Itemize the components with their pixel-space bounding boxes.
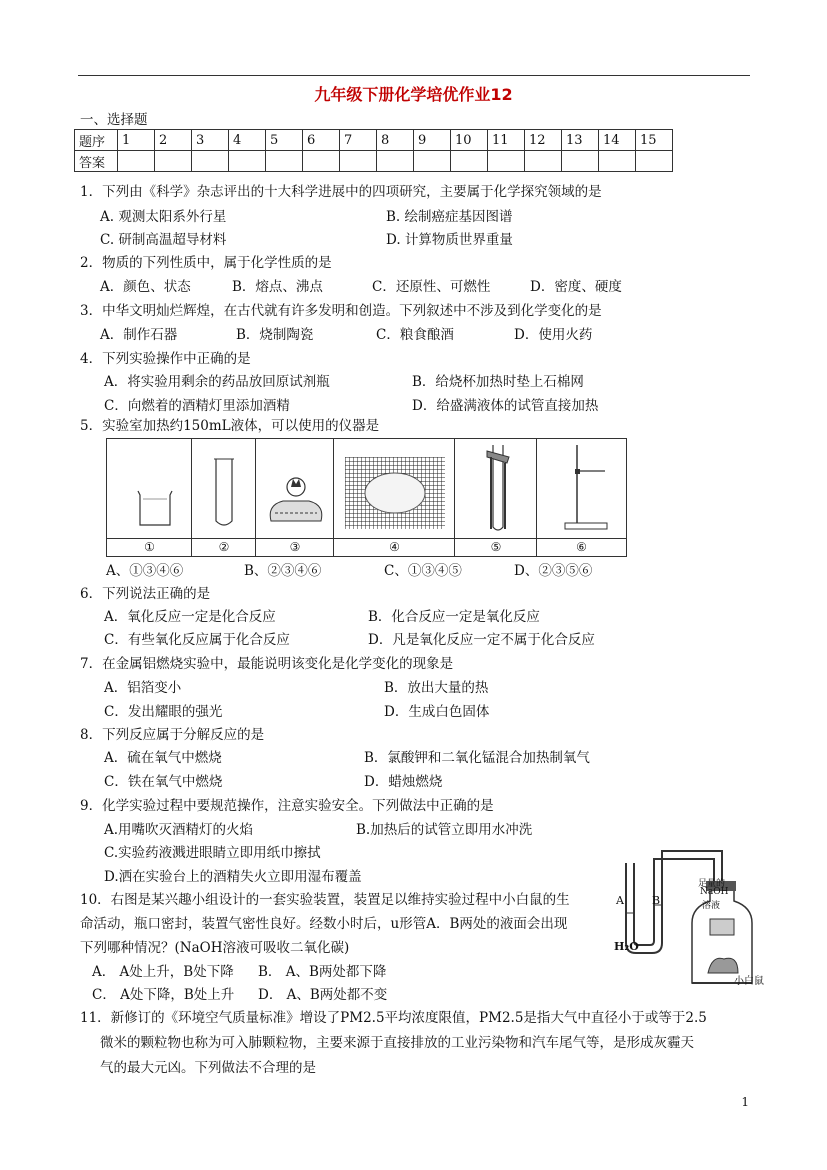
q1-option-a: A. 观测太阳系外行星: [100, 209, 227, 225]
table-cell: 6: [303, 130, 340, 151]
apparatus-figure: [106, 438, 627, 557]
question-3-stem: 3．中华文明灿烂辉煌，在古代就有许多发明和创造。下列叙述中不涉及到化学变化的是: [80, 303, 602, 319]
question-8-stem: 8．下列反应属于分解反应的是: [80, 727, 265, 743]
table-cell: 13: [562, 130, 599, 151]
table-cell: 3: [192, 130, 229, 151]
q4-option-b: B．给烧杯加热时垫上石棉网: [412, 374, 584, 390]
answer-cell[interactable]: [229, 151, 266, 172]
question-9-stem: 9．化学实验过程中要规范操作，注意实验安全。下列做法中正确的是: [80, 798, 494, 814]
page-title: 九年级下册化学培优作业12: [314, 85, 513, 104]
q9-option-a: A.用嘴吹灭酒精灯的火焰: [104, 822, 254, 838]
q9-option-d: D.洒在实验台上的酒精失火立即用湿布覆盖: [104, 869, 362, 885]
answer-cell[interactable]: [118, 151, 155, 172]
header-rule: [78, 75, 750, 76]
fig-label-a: A: [616, 894, 624, 907]
answer-cell[interactable]: [266, 151, 303, 172]
mouse-experiment-figure: [612, 843, 772, 991]
q5-option-b: B、②③④⑥: [244, 563, 322, 579]
fig-label-naoh1: 足量的: [698, 879, 726, 889]
question-11-stem-line1: 11．新修订的《环境空气质量标准》增设了PM2.5平均浓度限值，PM2.5是指大气中直径小于或等于2.5: [80, 1010, 707, 1026]
fig-label-mouse: 小白鼠: [734, 976, 764, 987]
q9-option-b: B.加热后的试管立即用水冲洗: [356, 822, 533, 838]
answer-cell[interactable]: [451, 151, 488, 172]
q6-option-d: D．凡是氧化反应一定不属于化合反应: [368, 632, 595, 648]
iron-stand-icon: [561, 443, 611, 531]
alcohol-lamp-icon: [265, 471, 327, 527]
q7-option-c: C．发出耀眼的强光: [104, 704, 223, 720]
q10-option-c: C． A处下降，B处上升: [92, 987, 235, 1003]
q2-option-c: C．还原性、可燃性: [372, 279, 491, 295]
q10-option-a: A． A处上升，B处下降: [92, 964, 234, 980]
answer-cell[interactable]: [488, 151, 525, 172]
q1-option-c: C. 研制高温超导材料: [100, 232, 227, 248]
q7-option-d: D．生成白色固体: [384, 704, 490, 720]
table-cell: 12: [525, 130, 562, 151]
q4-option-d: D．给盛满液体的试管直接加热: [412, 398, 599, 414]
q1-option-d: D. 计算物质世界重量: [386, 232, 513, 248]
answer-cell[interactable]: [155, 151, 192, 172]
q2-option-b: B．熔点、沸点: [232, 279, 323, 295]
question-10-stem-line2: 命活动，瓶口密封，装置气密性良好。经数小时后，u形管A．B两处的液面会出现: [80, 916, 568, 932]
table-header-cell: 答案: [75, 151, 118, 172]
answer-table: [74, 129, 673, 172]
table-cell: 15: [636, 130, 673, 151]
q3-option-d: D．使用火药: [514, 327, 593, 343]
answer-cell[interactable]: [525, 151, 562, 172]
table-cell: 14: [599, 130, 636, 151]
q3-option-b: B．烧制陶瓷: [236, 327, 314, 343]
fig-label-naoh2: NaOH: [700, 887, 729, 897]
fig-label-water: H₂O: [614, 940, 639, 953]
q6-option-c: C．有些氧化反应属于化合反应: [104, 632, 290, 648]
question-2-stem: 2．物质的下列性质中，属于化学性质的是: [80, 255, 332, 271]
table-row: [75, 130, 673, 151]
q1-option-b: B. 绘制癌症基因图谱: [386, 209, 513, 225]
q6-option-b: B．化合反应一定是氧化反应: [368, 609, 540, 625]
q7-option-a: A．铝箔变小: [104, 680, 182, 696]
q2-option-d: D．密度、硬度: [530, 279, 622, 295]
answer-cell[interactable]: [303, 151, 340, 172]
answer-cell[interactable]: [377, 151, 414, 172]
answer-cell[interactable]: [636, 151, 673, 172]
answer-cell[interactable]: [192, 151, 229, 172]
q3-option-c: C．粮食酿酒: [376, 327, 454, 343]
q5-option-a: A、①③④⑥: [106, 563, 184, 579]
table-header-cell: 题序: [75, 130, 118, 151]
section-heading: 一、选择题: [80, 112, 148, 128]
question-7-stem: 7．在金属铝燃烧实验中，最能说明该变化是化学变化的现象是: [80, 656, 454, 672]
answer-cell[interactable]: [414, 151, 451, 172]
question-11-stem-line3: 气的最大元凶。下列做法不合理的是: [100, 1060, 316, 1076]
apparatus-label: ⑥: [576, 540, 587, 554]
q4-option-c: C．向燃着的酒精灯里添加酒精: [104, 398, 290, 414]
apparatus-label: ②: [218, 540, 230, 554]
question-1-stem: 1．下列由《科学》杂志评出的十大科学进展中的四项研究，主要属于化学探究领域的是: [80, 184, 602, 200]
answer-cell[interactable]: [562, 151, 599, 172]
question-11-stem-line2: 微米的颗粒物也称为可入肺颗粒物，主要来源于直接排放的工业污染物和汽车尾气等，是形成灰霾天: [100, 1035, 694, 1051]
table-cell: 1: [118, 130, 155, 151]
q10-option-b: B． A、B两处都下降: [258, 964, 387, 980]
apparatus-label: ④: [389, 540, 400, 554]
q5-option-d: D、②③⑤⑥: [514, 563, 593, 579]
question-4-stem: 4．下列实验操作中正确的是: [80, 351, 251, 367]
table-cell: 8: [377, 130, 414, 151]
q8-option-b: B．氯酸钾和二氧化锰混合加热制氧气: [364, 750, 590, 766]
table-cell: 9: [414, 130, 451, 151]
table-cell: 4: [229, 130, 266, 151]
table-cell: 7: [340, 130, 377, 151]
q6-option-a: A．氧化反应一定是化合反应: [104, 609, 276, 625]
test-tube-holder-icon: [481, 443, 515, 535]
wire-gauze-icon: [345, 457, 445, 529]
fig-label-naoh3: 溶液: [702, 901, 721, 911]
q2-option-a: A．颜色、状态: [100, 279, 191, 295]
q8-option-c: C．铁在氧气中燃烧: [104, 774, 223, 790]
table-cell: 11: [488, 130, 525, 151]
apparatus-label: ⑤: [490, 540, 502, 554]
q7-option-b: B．放出大量的热: [384, 680, 489, 696]
q9-option-c: C.实验药液溅进眼睛立即用纸巾擦拭: [104, 845, 321, 861]
q8-option-a: A．硫在氧气中燃烧: [104, 750, 222, 766]
question-5-stem: 5．实验室加热约150mL液体，可以使用的仪器是: [80, 418, 380, 434]
question-6-stem: 6．下列说法正确的是: [80, 586, 211, 602]
q8-option-d: D．蜡烛燃烧: [364, 774, 443, 790]
q10-option-d: D． A、B两处都不变: [258, 987, 388, 1003]
test-tube-icon: [211, 457, 237, 529]
apparatus-label: ①: [144, 540, 155, 554]
beaker-icon: [135, 489, 175, 529]
question-10-stem-line3: 下列哪种情况？(NaOH溶液可吸收二氧化碳): [80, 940, 350, 956]
q5-option-c: C、①③④⑤: [384, 563, 462, 579]
answer-cell[interactable]: [599, 151, 636, 172]
fig-label-b: B: [652, 894, 661, 907]
table-cell: 2: [155, 130, 192, 151]
q4-option-a: A．将实验用剩余的药品放回原试剂瓶: [104, 374, 330, 390]
q3-option-a: A．制作石器: [100, 327, 178, 343]
apparatus-label: ③: [289, 540, 301, 554]
table-row: [75, 151, 673, 172]
table-cell: 10: [451, 130, 488, 151]
question-10-stem-line1: 10．右图是某兴趣小组设计的一套实验装置，装置足以维持实验过程中小白鼠的生: [80, 892, 570, 908]
page-number: 1: [741, 1095, 749, 1109]
answer-cell[interactable]: [340, 151, 377, 172]
table-cell: 5: [266, 130, 303, 151]
